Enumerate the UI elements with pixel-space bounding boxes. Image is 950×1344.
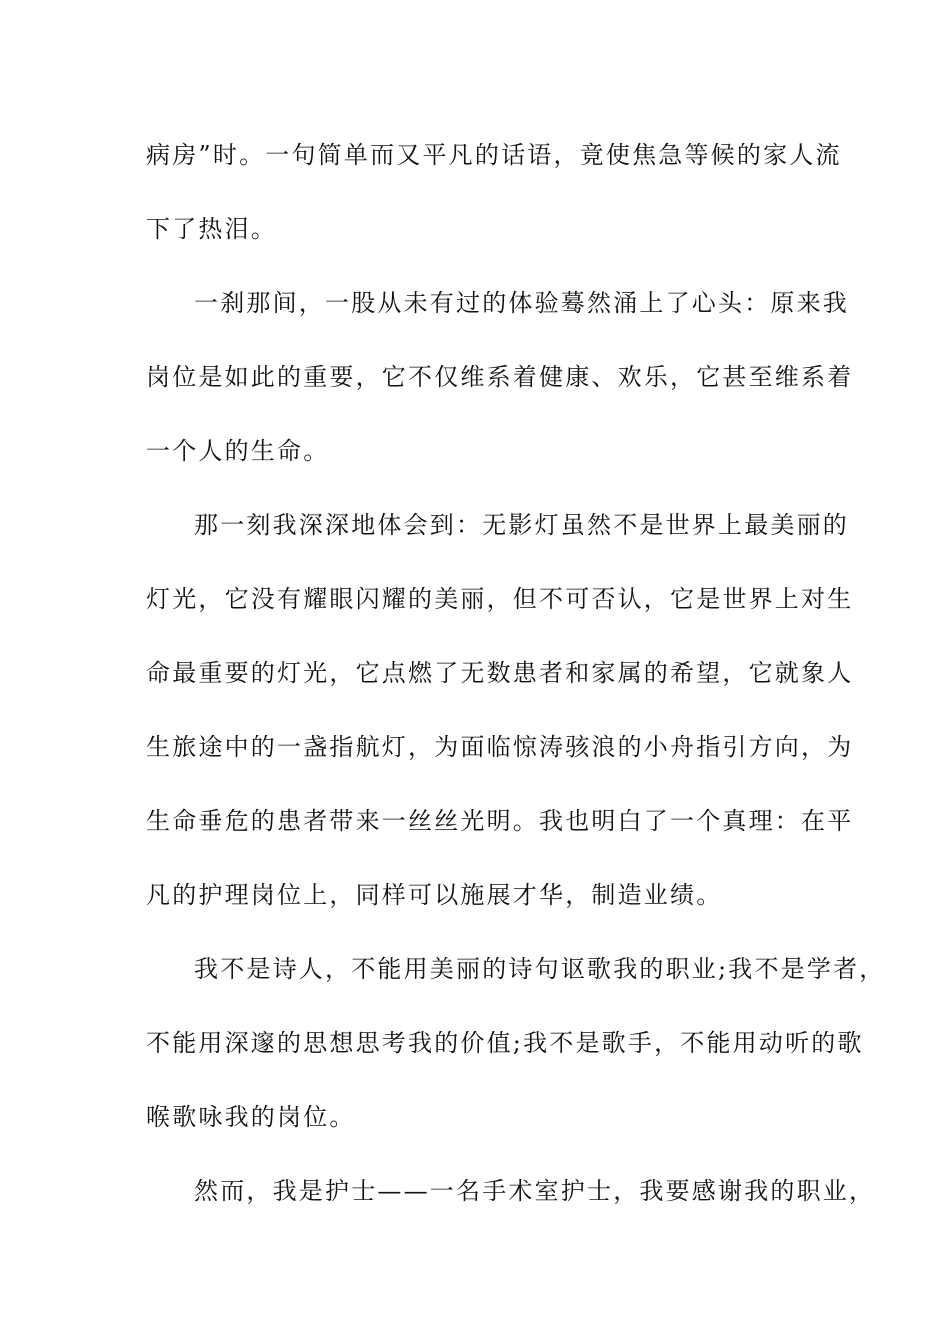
text-line: 灯光，它没有耀眼闪耀的美丽，但不可否认，它是世界上对生 <box>146 585 854 613</box>
text-line: 命最重要的灯光，它点燃了无数患者和家属的希望，它就象人 <box>146 659 854 687</box>
paragraph-start-line: 然而，我是护士——一名手术室护士，我要感谢我的职业， <box>194 1177 876 1205</box>
paragraph-start-line: 我不是诗人，不能用美丽的诗句讴歌我的职业;我不是学者， <box>194 955 886 983</box>
paragraph-start-line: 一刹那间，一股从未有过的体验蓦然涌上了心头：原来我 <box>194 289 849 317</box>
text-line: 生旅途中的一盏指航灯，为面临惊涛骇浪的小舟指引方向，为 <box>146 733 854 761</box>
text-line: 喉歌咏我的岗位。 <box>146 1103 356 1131</box>
paragraph-start-line: 那一刻我深深地体会到：无影灯虽然不是世界上最美丽的 <box>194 511 849 539</box>
text-line: 病房”时。一句简单而又平凡的话语，竟使焦急等候的家人流 <box>146 141 842 169</box>
text-line: 生命垂危的患者带来一丝丝光明。我也明白了一个真理：在平 <box>146 807 854 835</box>
text-line: 不能用深邃的思想思考我的价值;我不是歌手，不能用动听的歌 <box>146 1029 864 1057</box>
text-line: 岗位是如此的重要，它不仅维系着健康、欢乐，它甚至维系着 <box>146 363 854 391</box>
text-line: 一个人的生命。 <box>146 437 330 465</box>
text-line: 凡的护理岗位上，同样可以施展才华，制造业绩。 <box>146 881 723 909</box>
text-line: 下了热泪。 <box>146 215 277 243</box>
